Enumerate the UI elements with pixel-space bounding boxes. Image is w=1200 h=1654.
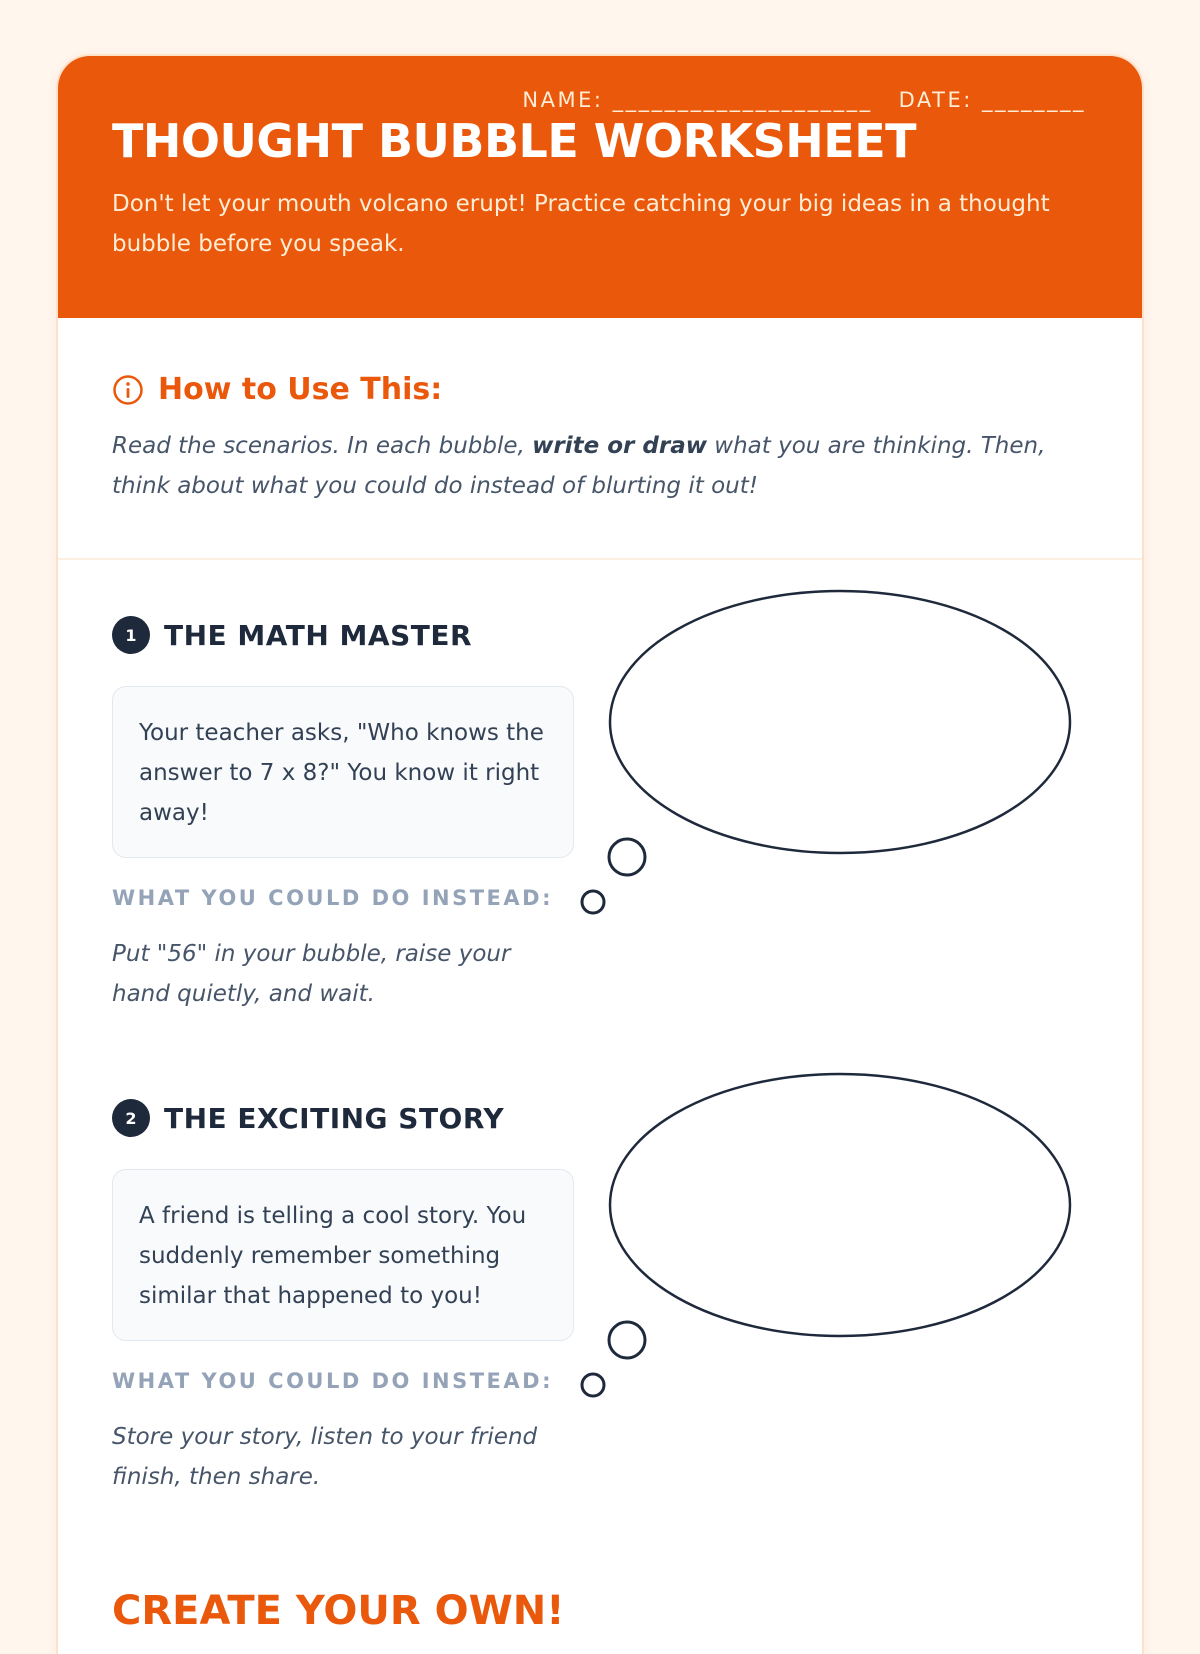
scenario-prompt: Your teacher asks, "Who knows the answer to 7 x 8?" You know it right away! [112,686,574,858]
name-date-line [522,88,1086,112]
worksheet-header [58,56,1142,318]
scenario-heading [112,616,472,654]
instead-text: Store your story, listen to your friend finish, then share. [112,1424,538,1490]
instead-label: WHAT YOU COULD DO INSTEAD: [112,1369,553,1393]
instead-label: WHAT YOU COULD DO INSTEAD: [112,886,553,910]
create-your-own-heading: CREATE YOUR OWN! [112,1588,565,1634]
scenario-number-badge: 2 [112,1099,150,1137]
scenario-number-badge: 1 [112,616,150,654]
scenario-1 [58,616,1142,1056]
thought-bubble-drawing-area[interactable] [578,1069,1098,1429]
scenario-heading [112,1099,504,1137]
page-subtitle: Don't let your mouth volcano erupt! Practice catching your big ideas in a thought bubble before you speak. [112,191,1050,257]
how-to-instructions [112,426,1072,506]
scenario-title: THE EXCITING STORY [164,1101,505,1135]
how-to-text-emphasis: write or draw [532,433,707,459]
name-field-label: NAME: ____________________ [522,88,873,112]
how-to-heading [112,372,442,407]
scenario-title: THE MATH MASTER [164,618,473,652]
scenario-2 [58,1099,1142,1539]
worksheet-card [56,54,1144,1654]
date-field-label: DATE: ________ [898,88,1086,112]
instead-text: Put "56" in your bubble, raise your hand quietly, and wait. [112,941,511,1007]
thought-bubble-drawing-area[interactable] [578,586,1098,946]
how-to-text-end: what you are thinking. Then, think about what you could do instead of blurting it out! [112,433,1046,499]
how-to-title: How to Use This: [158,372,443,407]
how-to-section [58,318,1142,560]
page-title: THOUGHT BUBBLE WORKSHEET [112,114,917,168]
info-icon [112,374,144,406]
how-to-text-start: Read the scenarios. In each bubble, [112,433,533,459]
scenario-prompt: A friend is telling a cool story. You suddenly remember something similar that happened to you! [112,1169,574,1341]
